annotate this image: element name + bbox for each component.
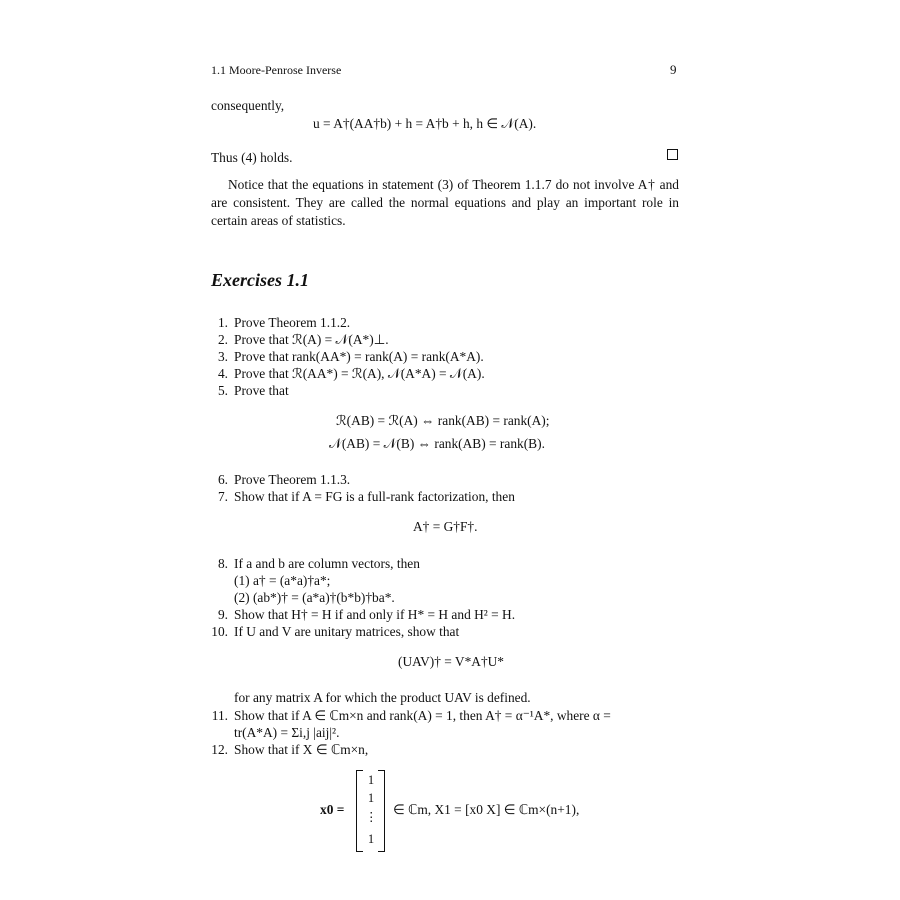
ex8-part2: (2) (ab*)† = (a*a)†(b*b)†ba*.	[234, 590, 395, 605]
exercise-number: 10.	[211, 624, 228, 639]
exercise-number: 3.	[217, 349, 228, 364]
notice-paragraph: Notice that the equations in statement (3) of Theorem 1.1.7 do not involve A† and are consistent. They are called the normal equations and play an important role in certain areas of statistics.	[211, 177, 679, 228]
exercise-number: 9.	[217, 607, 228, 622]
exercise-number: 4.	[217, 366, 228, 381]
exercise-number: 7.	[217, 489, 228, 504]
exercise-number: 5.	[217, 383, 228, 398]
exercise-number: 8.	[217, 556, 228, 571]
exercise-text: Show that H† = H if and only if H* = H and H² = H.	[234, 607, 516, 622]
exercise-text: Prove Theorem 1.1.3.	[234, 472, 351, 487]
exercise-text: Show that if A = FG is a full-rank factorization, then	[234, 489, 515, 504]
exercise-text: Prove Theorem 1.1.2.	[234, 315, 351, 330]
exercise-number: 12.	[211, 742, 228, 757]
result-equation: u = A†(AA†b) + h = A†b + h, h ∈ 𝒩(A).	[313, 116, 537, 131]
exercise-number: 1.	[217, 315, 228, 330]
exercise-text: Prove that ℛ(A) = 𝒩(A*)⊥.	[234, 332, 389, 347]
ex12-vector-label: x0 =	[320, 802, 345, 817]
matrix-entry: 1	[367, 832, 375, 846]
ex5-equation-range: ℛ(AB) = ℛ(A) ⇔ rank(AB) = rank(A);	[336, 413, 550, 428]
ex10-equation: (UAV)† = V*A†U*	[398, 654, 504, 669]
exercise-number: 6.	[217, 472, 228, 487]
exercise-text: If U and V are unitary matrices, show that	[234, 624, 460, 639]
exercise-text: Prove that	[234, 383, 289, 398]
exercise-text: If a and b are column vectors, then	[234, 556, 420, 571]
exercises-heading: Exercises 1.1	[211, 270, 309, 290]
matrix-entry: ⋮	[365, 810, 378, 824]
page-number: 9	[670, 62, 677, 77]
qed-box-icon	[667, 149, 678, 160]
matrix-entry: 1	[367, 791, 375, 805]
exercise-number: 11.	[211, 708, 228, 723]
matrix-entry: 1	[367, 773, 375, 787]
ex7-equation: A† = G†F†.	[413, 519, 478, 534]
ex10-continuation: for any matrix A for which the product UAV is defined.	[234, 690, 531, 705]
exercise-number: 2.	[217, 332, 228, 347]
right-bracket-icon	[378, 770, 385, 852]
exercise-text: Show that if X ∈ ℂm×n,	[234, 742, 369, 757]
running-head: 1.1 Moore-Penrose Inverse	[211, 63, 342, 77]
ex12-membership: ∈ ℂm, X1 = [x0 X] ∈ ℂm×(n+1),	[393, 802, 580, 817]
exercise-text: Show that if A ∈ ℂm×n and rank(A) = 1, then A† = α⁻¹A*, where α =	[234, 708, 611, 723]
thus-holds-text: Thus (4) holds.	[211, 150, 293, 165]
exercise-text: Prove that ℛ(AA*) = ℛ(A), 𝒩(A*A) = 𝒩(A).	[234, 366, 485, 381]
ex11-continuation: tr(A*A) = Σi,j |aij|².	[234, 725, 340, 740]
consequently-text: consequently,	[211, 98, 285, 113]
ex5-equation-null: 𝒩(AB) = 𝒩(B) ⇔ rank(AB) = rank(B).	[329, 436, 545, 451]
left-bracket-icon	[356, 770, 363, 852]
ex8-part1: (1) a† = (a*a)†a*;	[234, 573, 331, 588]
exercise-text: Prove that rank(AA*) = rank(A) = rank(A*A).	[234, 349, 484, 364]
